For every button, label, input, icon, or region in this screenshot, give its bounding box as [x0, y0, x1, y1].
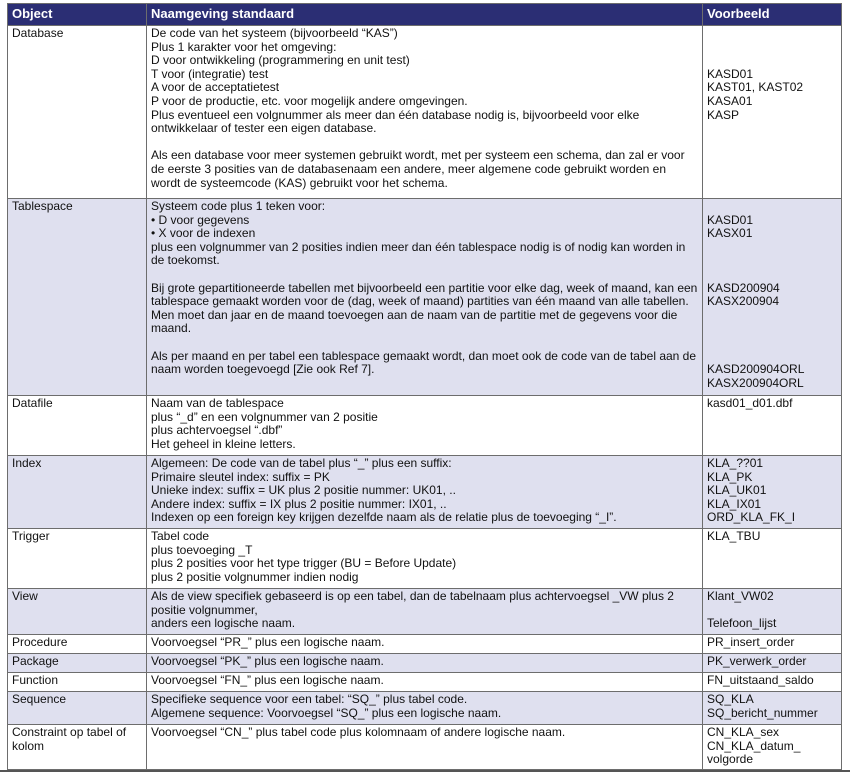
naming-standard-table	[7, 3, 842, 770]
cell-object: Sequence	[8, 692, 147, 725]
bottom-rule	[0, 770, 850, 772]
cell-naming: Systeem code plus 1 teken voor: • D voor gegevens • X voor de indexen plus een volgnummer van 2 posities indien meer dan één tablespace nodig is of nodig kan worden in de toekomst. Bij grote gepartitioneerde tabellen met bijvoorbeeld een partitie voor elke dag, week of maand, kan een tablespace gemaakt worden voor de (dag, week of maand) partities van één maand van alle tabellen. Men moet dan jaar en de maand toevoegen aan de naam van de partitie met de gegevens voor die maand. Als per maand en per tabel een tablespace gemaakt wordt, dan moet ook de code van de tabel aan de naam worden toegevoegd [Zie ook Ref 7].	[147, 199, 703, 396]
cell-object: Package	[8, 654, 147, 673]
cell-object: Trigger	[8, 529, 147, 589]
table-row-trigger	[8, 529, 842, 589]
cell-naming: Naam van de tablespace plus “_d” en een volgnummer van 2 positie plus achtervoegsel “.dbf” Het geheel in kleine letters.	[147, 396, 703, 456]
table-row-procedure	[8, 635, 842, 654]
table-row-tablespace	[8, 199, 842, 396]
cell-example: PK_verwerk_order	[703, 654, 842, 673]
cell-naming: Algemeen: De code van de tabel plus “_” plus een suffix: Primaire sleutel index: suffix = PK Unieke index: suffix = UK plus 2 positie nummer: UK01, .. Andere index: suffix = IX plus 2 positie nummer: IX01, .. Indexen op een foreign key krijgen dezelfde naam als de relatie plus de toevoeging “_I”.	[147, 456, 703, 529]
header-object: Object	[8, 4, 147, 26]
cell-naming: Tabel code plus toevoeging _T plus 2 posities voor het type trigger (BU = Before Update) plus 2 positie volgnummer indien nodig	[147, 529, 703, 589]
cell-example: kasd01_d01.dbf	[703, 396, 842, 456]
table-row-function	[8, 673, 842, 692]
cell-naming: Als de view specifiek gebaseerd is op een tabel, dan de tabelnaam plus achtervoegsel _VW plus 2 positie volgnummer, anders een logische naam.	[147, 589, 703, 635]
cell-naming: De code van het systeem (bijvoorbeeld “KAS”) Plus 1 karakter voor het omgeving: D voor ontwikkeling (programmering en unit test) T voor (integratie) test A voor de acceptatietest P voor de productie, etc. voor mogelijk andere omgevingen. Plus eventueel een volgnummer als meer dan één database nodig is, bijvoorbeeld voor elke ontwikkelaar of tester een eigen database. Als een database voor meer systemen gebruikt wordt, met per systeem een schema, dan zal er voor de eerste 3 posities van de databasenaam een andere, meer algemene code gebruikt worden en wordt de systeemcode (KAS) gebruikt voor het schema.	[147, 26, 703, 199]
cell-object: Procedure	[8, 635, 147, 654]
cell-example: Klant_VW02 Telefoon_lijst	[703, 589, 842, 635]
table-row-datafile	[8, 396, 842, 456]
cell-object: View	[8, 589, 147, 635]
cell-example: CN_KLA_sex CN_KLA_datum_ volgorde	[703, 725, 842, 770]
cell-object: Index	[8, 456, 147, 529]
table-row-view	[8, 589, 842, 635]
cell-example: KLA_TBU	[703, 529, 842, 589]
table-row-sequence	[8, 692, 842, 725]
header-naming: Naamgeving standaard	[147, 4, 703, 26]
table-row-index	[8, 456, 842, 529]
table-row-package	[8, 654, 842, 673]
cell-object: Datafile	[8, 396, 147, 456]
cell-naming: Voorvoegsel “PR_” plus een logische naam.	[147, 635, 703, 654]
header-example: Voorbeeld	[703, 4, 842, 26]
cell-example: KASD01 KASX01 KASD200904 KASX200904 KASD200904ORL KASX200904ORL	[703, 199, 842, 396]
cell-example: KASD01 KAST01, KAST02 KASA01 KASP	[703, 26, 842, 199]
cell-example: SQ_KLA SQ_bericht_nummer	[703, 692, 842, 725]
cell-example: PR_insert_order	[703, 635, 842, 654]
cell-naming: Voorvoegsel “CN_” plus tabel code plus kolomnaam of andere logische naam.	[147, 725, 703, 770]
cell-object: Database	[8, 26, 147, 199]
cell-example: KLA_??01 KLA_PK KLA_UK01 KLA_IX01 ORD_KLA_FK_I	[703, 456, 842, 529]
cell-naming: Voorvoegsel “PK_” plus een logische naam.	[147, 654, 703, 673]
cell-object: Function	[8, 673, 147, 692]
cell-naming: Voorvoegsel “FN_” plus een logische naam.	[147, 673, 703, 692]
table-header-row	[8, 4, 842, 26]
cell-object: Tablespace	[8, 199, 147, 396]
table-row-constraint	[8, 725, 842, 770]
cell-object: Constraint op tabel of kolom	[8, 725, 147, 770]
cell-example: FN_uitstaand_saldo	[703, 673, 842, 692]
cell-naming: Specifieke sequence voor een tabel: “SQ_” plus tabel code. Algemene sequence: Voorvoegsel “SQ_” plus een logische naam.	[147, 692, 703, 725]
table-row-database	[8, 26, 842, 199]
